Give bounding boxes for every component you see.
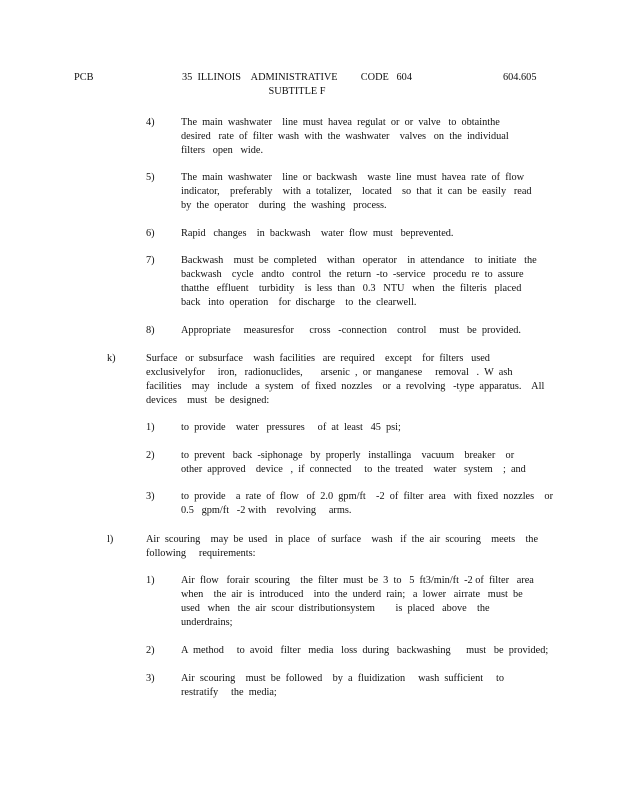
list-item: The main washwater line must havea regulat or or valve to obtainthe desired rate of filter wash with the washwater valves on the individual filters open wide. xyxy=(181,117,509,156)
item-number: 1) xyxy=(146,422,155,433)
list-item: to prevent back -siphonage by properly installinga vacuum breaker or other approved device , if connected to the treated water system ; and xyxy=(181,450,526,475)
list-item: Air flow forair scouring the filter must be 3 to 5 ft3/min/ft -2 of filter area when the air is introduced into the underd rain; a lower airrate must be used when the air scour distributionsystem is placed above the underdrains; xyxy=(181,575,534,628)
header-center xyxy=(172,71,422,99)
header-left: PCB xyxy=(74,72,94,83)
header-center-line1: 35 ILLINOIS ADMINISTRATIVE CODE 604 xyxy=(182,72,412,83)
item-number: 6) xyxy=(146,228,155,239)
item-number: 2) xyxy=(146,450,155,461)
list-item: Rapid changes in backwash water flow must beprevented. xyxy=(181,228,454,239)
item-number: 8) xyxy=(146,325,155,336)
item-number: 5) xyxy=(146,172,155,183)
item-number: 2) xyxy=(146,645,155,656)
list-item: The main washwater line or backwash waste line must havea rate of flow indicator, preferably with a totalizer, located so that it can be easily read by the operator during the washing process. xyxy=(181,172,532,211)
section-number: l) xyxy=(107,534,114,545)
item-number: 3) xyxy=(146,491,155,502)
header-right: 604.605 xyxy=(503,72,537,83)
item-number: 3) xyxy=(146,673,155,684)
section-paragraph: Surface or subsurface wash facilities are required except for filters used exclusivelyfor iron, radionuclides, arsenic , or manganese removal . W ash facilities may include a system of fixed nozzles or a revolving -type apparatus. All devices must be designed: xyxy=(146,353,545,406)
item-number: 4) xyxy=(146,117,155,128)
item-number: 7) xyxy=(146,255,155,266)
section-paragraph: Air scouring may be used in place of surface wash if the air scouring meets the following requirements: xyxy=(146,534,539,559)
header-center-line2: SUBTITLE F xyxy=(268,86,326,97)
section-number: k) xyxy=(107,353,116,364)
list-item: Backwash must be completed withan operator in attendance to initiate the backwash cycle andto control the return -to -service procedu re to assure thatthe effluent turbidity is less than 0.3 NTU when the filteris placed back into operation for discharge to the clearwell. xyxy=(181,255,537,308)
list-item: A method to avoid filter media loss during backwashing must be provided; xyxy=(181,645,549,656)
list-item: to provide a rate of flow of 2.0 gpm/ft -2 of filter area with fixed nozzles or 0.5 gpm/ft -2 with revolving arms. xyxy=(181,491,554,516)
list-item: Appropriate measuresfor cross -connection control must be provided. xyxy=(181,325,521,336)
list-item: Air scouring must be followed by a fluidization wash sufficient to restratify the media; xyxy=(181,673,504,698)
list-item: to provide water pressures of at least 45 psi; xyxy=(181,422,401,433)
item-number: 1) xyxy=(146,575,155,586)
